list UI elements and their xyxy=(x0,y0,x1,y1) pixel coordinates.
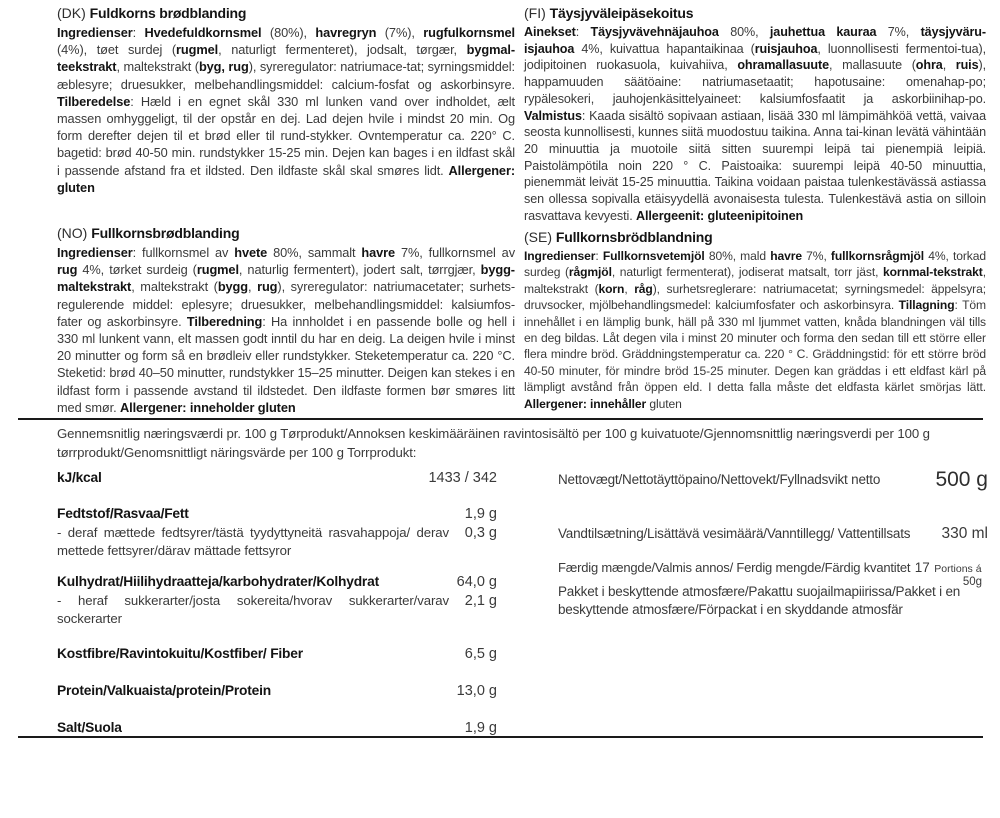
ingredients-text-fi: Ainekset: Täysjyvävehnäjauhoa 80%, jauhettua kauraa 7%, täysjyväru-isjauhoa 4%, kuivattua hapantaikinaa (ruisjauhoa, luonnollisesti fermentoi-tua), jodipitoinen ruokasuola, kuivahiiva, ohramallasuute, mallasuute (ohra, ruis), happamuuden säätöaine: natriumasetaatit; hapotusaine: omenahap-po; rypälesokeri, jauhojenkäsittelyaineet: kalsiumfosfaatit ja askorbiinihap-po. Valmistus: Kaada sisältö sopivaan astiaan, lisää 330 ml lämpimähköä vettä, vaivaa seosta kunnollisesti, kunnes siitä muodostuu taikina. Anna tai-kinan levätä vähintään 20 minuuttia ja muotoile siitä sitten suurempi leipä tai pienempiä leipiä. Paistolämpötila noin 220 ° C. Paistoaika: suurempi leipä 40-50 minuuttia, pienemmät leivät 15-25 minuuttia. Taikina voidaan paistaa tulenkestävässä astiassa sen ollessa sopivalla etäisyydellä avonaisesta tulesta. Tulenkestävä astia on silloin rasvattava kevyesti. Allergeenit: gluteenipitoinen xyxy=(524,25,986,223)
product-title-no: Fullkornsbrødblanding xyxy=(91,225,240,241)
pack-row-water xyxy=(558,525,988,543)
section-danish xyxy=(57,5,515,196)
nutrition-table xyxy=(57,468,497,738)
water-value: 330 ml xyxy=(941,525,988,542)
nutrition-subvalue: 0,3 g xyxy=(464,525,497,541)
nutrition-row-carbohydrate xyxy=(57,574,497,590)
divider-top xyxy=(18,418,983,420)
nutrition-subvalue: 2,1 g xyxy=(464,593,497,609)
portions-unit: Portions á xyxy=(934,563,982,575)
section-norwegian-title xyxy=(57,225,515,242)
lang-tag-dk: (DK) xyxy=(57,5,86,21)
nutrition-label: Fedtstof/Rasvaa/Fett xyxy=(57,506,189,521)
nutrition-header: Gennemsnitlig næringsværdi pr. 100 g Tørprodukt/Annoksen keskimääräinen ravintosisältö per 100 g kuivatuote/Gjennomsnittlig næringsverdi per 100 g tørrprodukt/Genomsnittligt näringsvärde per 100 g Torrprodukt: xyxy=(57,426,930,460)
section-finnish-title xyxy=(524,5,986,22)
ingredients-text-se: Ingredienser: Fullkornsvetemjöl 80%, mald havre 7%, fullkornsrågmjöl 4%, torkad surdeg (rågmjöl, naturligt fermenterat), jodiserat matsalt, torr jäst, kornmal-tekstrakt, maltekstrakt (korn, råg), surhetsreglerare: natriumacetat; syrningsmedel: äppelsyra; druvsocker, mjölbehandlingsmedel: kalciumfosfater och askorbinsyra. Tillagning: Töm innehållet i en lämplig bunk, häll på 330 ml ljummet vatten, knåda blandningen väl tills en deg bildas. Låt degen vila i minst 20 minuter och forma den sedan till ett större eller flera mindre bröd. Gräddningstemperatur ca. 220 ° C. Gräddningstid: för ett större bröd 40-50 minuter, för mindre bröd 15-25 minuter. Degen kan gräddas i ett eldfast kärl på lämpligt avstånd från öppen eld. I detta falla måste det eldfasta kärlet smörjas lätt. Allergener: innehåller gluten xyxy=(524,249,986,411)
nutrition-value: 1,9 g xyxy=(464,720,497,736)
nutrition-row-energy xyxy=(57,470,497,486)
section-danish-title xyxy=(57,5,515,22)
pack-row-quantity xyxy=(558,559,988,577)
section-swedish xyxy=(524,229,986,412)
nutrition-subrow-saturated-fat xyxy=(57,524,497,560)
pack-info xyxy=(558,468,988,633)
section-norwegian xyxy=(57,225,515,416)
nutrition-value: 1433 / 342 xyxy=(428,470,497,486)
nutrition-value: 13,0 g xyxy=(456,683,497,699)
nutrition-label: Kostfibre/Ravintokuitu/Kostfiber/ Fiber xyxy=(57,646,303,661)
net-weight-value: 500 g xyxy=(935,468,988,491)
pack-label: Færdig mængde/Valmis annos/ Ferdig mengde/Färdig kvantitet xyxy=(558,560,911,575)
portions-count: 17 xyxy=(914,560,930,575)
nutrition-label: Salt/Suola xyxy=(57,720,122,735)
lang-tag-fi: (FI) xyxy=(524,5,546,21)
nutrition-label: Kulhydrat/Hiilihydraatteja/karbohydrater/Kolhydrat xyxy=(57,574,379,589)
ingredients-text-dk: Ingredienser: Hvedefuldkornsmel (80%), havregryn (7%), rugfulkornsmel (4%), tøet surdej (rugmel, naturligt fermenteret), jodsalt, tørgær, bygmal-teekstrakt, maltekstrakt (byg, rug), syreregulator: natriumace-tat; syrningsmiddel: æblesyre; druesukker, melbehandlingsmiddel: calcium-fosfat og askorbinsyre. Tilberedelse: Hæld i en egnet skål 330 ml lunken vand over indholdet, ælt massen omhyggeligt, til der opstår en dej. Lad dejen hvile i mindst 20 min. Og form derefter dejen til et brød eller til rund-stykker. Ovntemperatur ca. 220° C. bagetid: brød 40-50 min. rundstykker 15-25 min. Dejen kan bages i en ildfast skål i passende afstand fra et ildsted. Den ildfaste skål skal smøres lidt. Allergener: gluten xyxy=(57,25,516,195)
product-title-dk: Fuldkorns brødblanding xyxy=(89,5,247,21)
pack-label: Pakket i beskyttende atmosfære/Pakattu suojailmapiirissa/Pakket i en beskyttende atmosfære/Förpackat i en skyddande atmosfär xyxy=(558,584,961,617)
pack-row-atmosphere xyxy=(558,583,988,618)
pack-label: Vandtilsætning/Lisättävä vesimäärä/Vanntillegg/ Vattentillsats xyxy=(558,526,911,541)
nutrition-row-protein xyxy=(57,683,497,699)
nutrition-sublabel: - deraf mættede fedtsyrer/tästä tyydyttyneitä rasvahappoja/ derav mettede fettsyrer/därav mättade fettsyror xyxy=(57,525,449,558)
nutrition-row-salt xyxy=(57,720,497,736)
nutrition-value: 1,9 g xyxy=(464,506,497,522)
lang-tag-no: (NO) xyxy=(57,225,88,241)
nutrition-row-fiber xyxy=(57,646,497,662)
nutrition-label: kJ/kcal xyxy=(57,470,102,485)
ingredients-text-no: Ingredienser: fullkornsmel av hvete 80%, sammalt havre 7%, fullkornsmel av rug 4%, tørket surdeig (rugmel, naturlig fermentert), jodert salt, tørrgjær, bygg-maltekstrakt, maltekstrakt (bygg, rug), syreregulator: natriumacetater; surhets-regulerende middel: eplesyre; druesukker, melbehandlingsmiddel: kalsiumfos-fater og askorbinsyre. Tilberedning: Ha innholdet i en passende bolle og hell i 330 ml lunkent vann, elt massen godt inntil du har en deig. La deigen hvile i minst 20 minutter og form så en brødleiv eller rundstykker. Steketemperatur ca. 220 °C. Steketid: brød 40–50 minutter, rundstykker 15–25 minutter. Deigen kan stekes i en ildfast form i passende avstand til ildstedet. Den ildfaste formen bør smøres litt med smør. Allergener: inneholder gluten xyxy=(57,245,515,415)
product-title-se: Fullkornsbrödblandning xyxy=(555,229,713,245)
nutrition-label: Protein/Valkuaista/protein/Protein xyxy=(57,683,272,698)
nutrition-sublabel: - heraf sukkerarter/josta sokereita/hvorav sukkerarter/varav sockerarter xyxy=(57,593,449,626)
portion-size: 50g xyxy=(962,576,982,588)
pack-label: Nettovægt/Nettotäyttöpaino/Nettovekt/Fyllnadsvikt netto xyxy=(558,472,881,487)
nutrition-value: 64,0 g xyxy=(456,574,497,590)
section-swedish-title xyxy=(524,229,986,246)
product-title-fi: Täysjyväleipäsekoitus xyxy=(549,5,694,21)
lang-tag-se: (SE) xyxy=(524,229,552,245)
pack-row-net-weight xyxy=(558,468,988,492)
divider-bottom xyxy=(18,736,983,738)
nutrition-row-fat xyxy=(57,506,497,522)
nutrition-value: 6,5 g xyxy=(464,646,497,662)
section-finnish xyxy=(524,5,986,224)
nutrition-subrow-sugars xyxy=(57,592,497,628)
